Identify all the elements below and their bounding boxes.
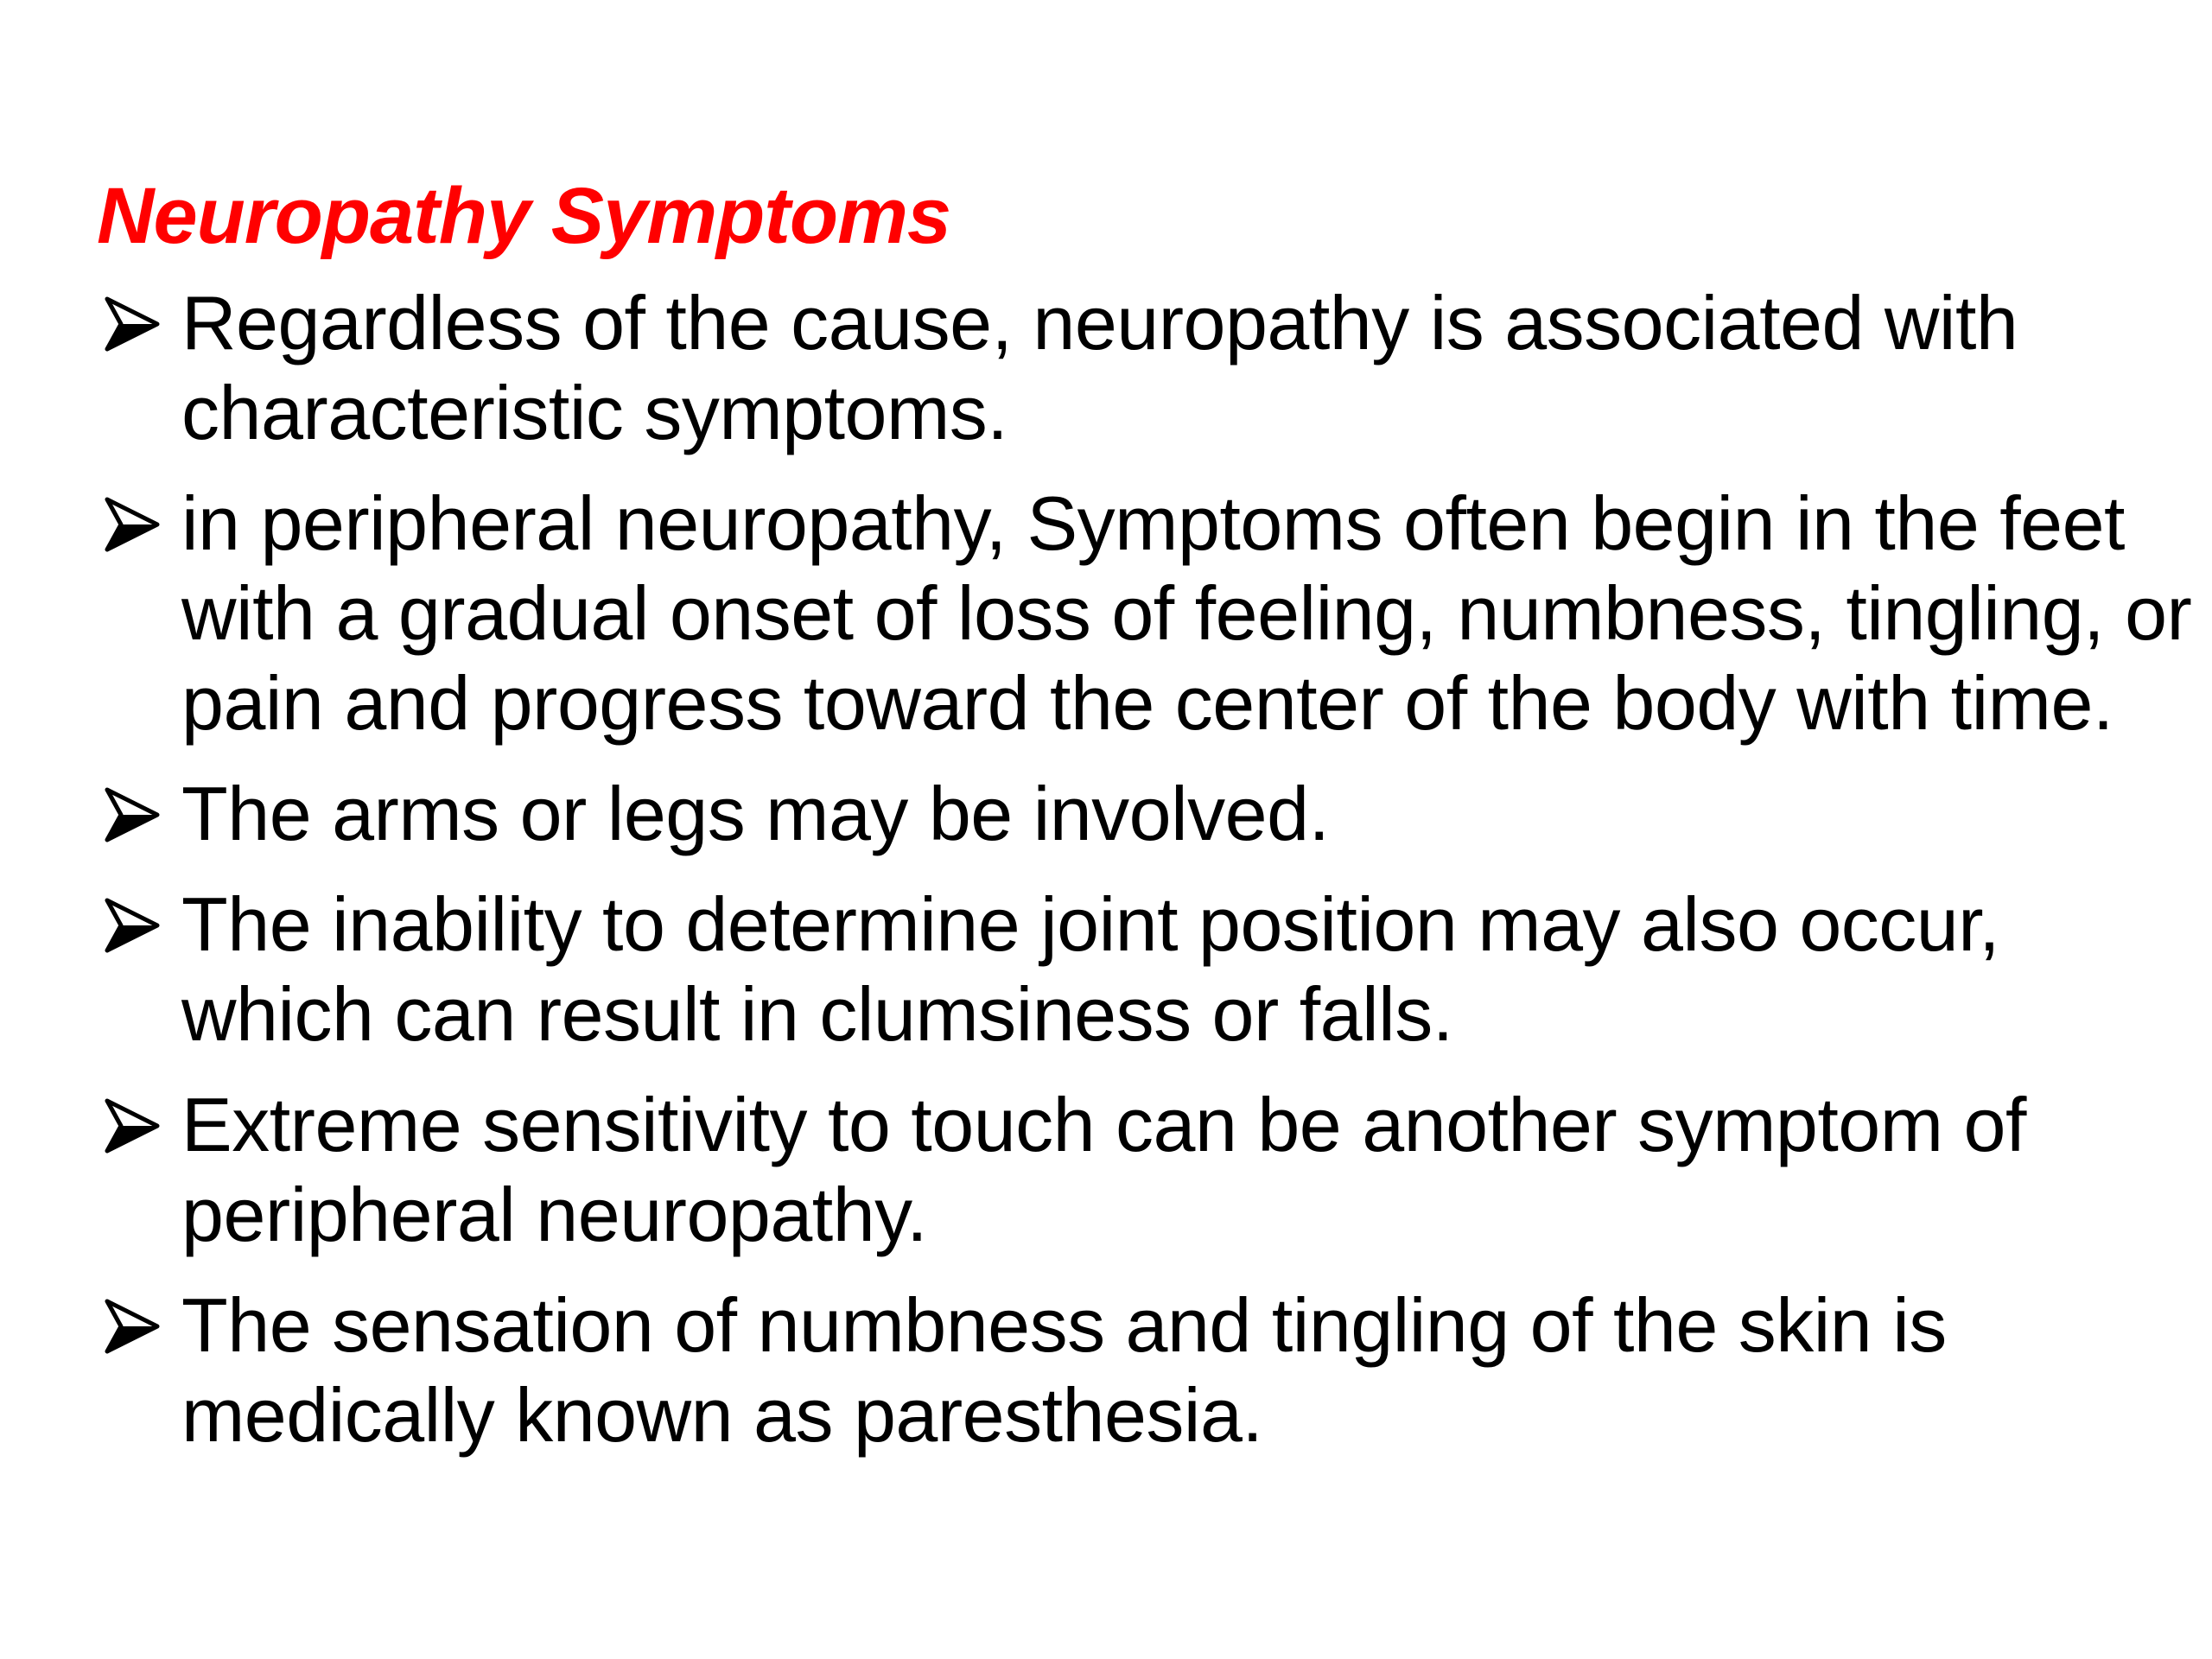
arrowhead-bullet-icon bbox=[102, 785, 162, 845]
arrowhead-bullet-icon bbox=[102, 1296, 162, 1357]
bullet-text: Regardless of the cause, neuropathy is associated with characteristic symptoms. bbox=[181, 280, 2018, 455]
bullet-item bbox=[102, 880, 2193, 1059]
arrowhead-bullet-icon bbox=[102, 294, 162, 354]
arrowhead-bullet-icon bbox=[102, 895, 162, 956]
arrowhead-bullet-icon bbox=[102, 1096, 162, 1156]
bullet-text: The sensation of numbness and tingling of the skin is medically known as paresthesia. bbox=[181, 1282, 1947, 1458]
bullet-text: Extreme sensitivity to touch can be another symptom of peripheral neuropathy. bbox=[181, 1082, 2026, 1257]
bullet-text: in peripheral neuropathy, Symptoms often begin in the feet with a gradual onset of loss of feeling, numbness, tingling, or pain and progress toward the center of the body with time. bbox=[181, 480, 2192, 746]
bullet-text: The arms or legs may be involved. bbox=[181, 771, 1330, 856]
bullet-item bbox=[102, 1281, 2193, 1460]
bullet-item bbox=[102, 278, 2193, 458]
bullet-item bbox=[102, 769, 2193, 859]
arrowhead-bullet-icon bbox=[102, 494, 162, 555]
bullet-item bbox=[102, 479, 2193, 748]
bullet-item bbox=[102, 1080, 2193, 1260]
bullet-list bbox=[102, 278, 2193, 1481]
bullet-text: The inability to determine joint position may also occur, which can result in clumsiness or falls. bbox=[181, 881, 2000, 1057]
slide-title: Neuropathy Symptoms bbox=[97, 172, 951, 260]
